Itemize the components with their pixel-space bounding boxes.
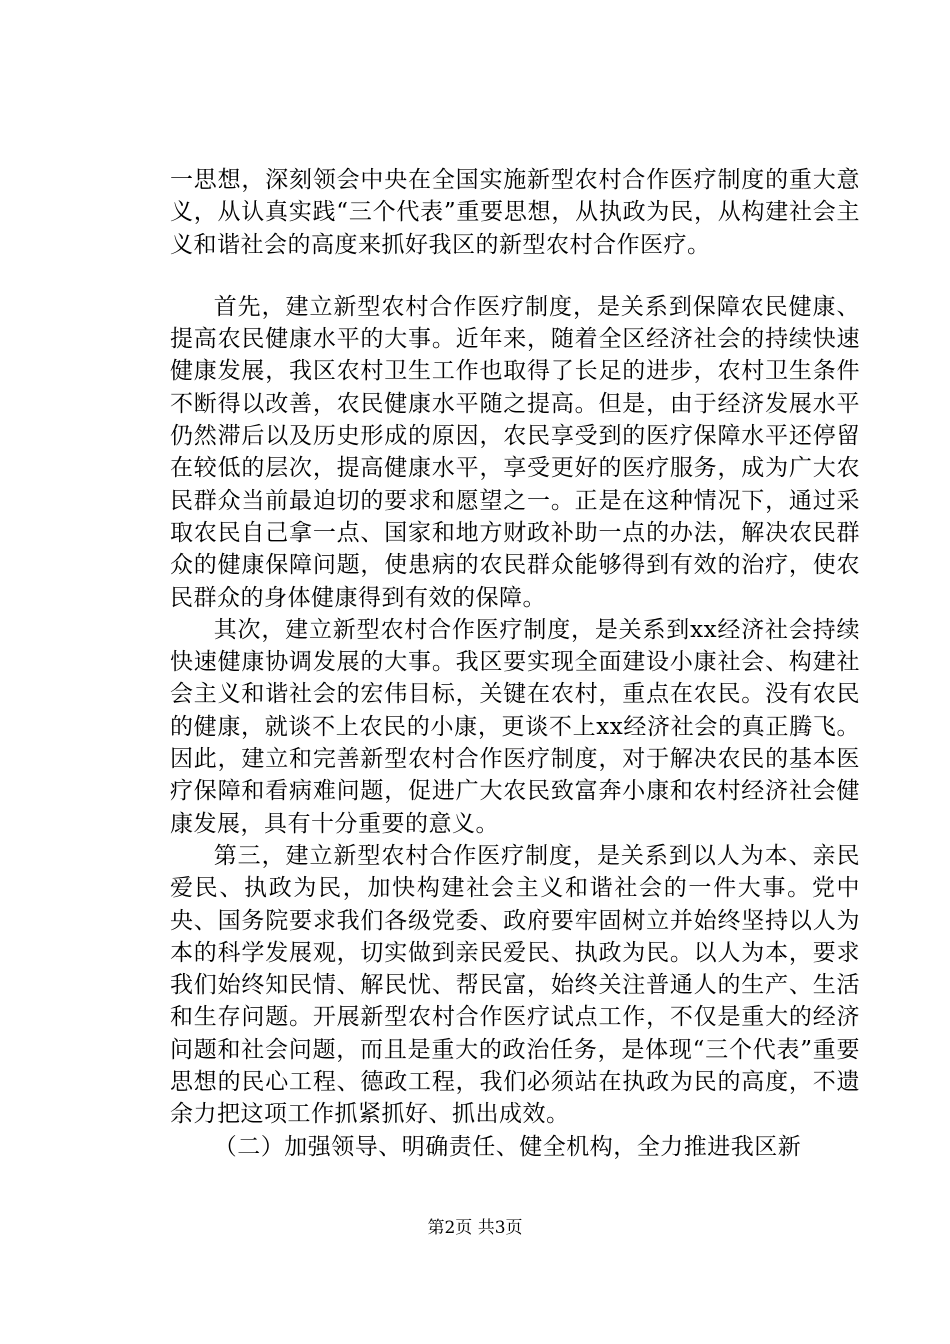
paragraph-third-point: 第三，建立新型农村合作医疗制度，是关系到以人为本、亲民爱民、执政为民，加快构建社会主义和谐社会的一件大事。党中央、国务院要求我们各级党委、政府要牢固树立并始终坚持以人为本的科学发展观，切实做到亲民爱民、执政为民。以人为本，要求我们始终知民情、解民忧、帮民富，始终关注普通人的生产、生活和生存问题。开展新型农村合作医疗试点工作，不仅是重大的经济问题和社会问题，而且是重大的政治任务，是体现“三个代表”重要思想的民心工程、德政工程，我们必须站在执政为民的高度，不遗余力把这项工作抓紧抓好、抓出成效。	[170, 842, 860, 1128]
section-heading-two: （二）加强领导、明确责任、健全机构，全力推进我区新	[213, 1133, 802, 1160]
paragraph-first-point: 首先，建立新型农村合作医疗制度，是关系到保障农民健康、提高农民健康水平的大事。近年来，随着全区经济社会的持续快速健康发展，我区农村卫生工作也取得了长足的进步，农村卫生条件不断得以改善，农民健康水平随之提高。但是，由于经济发展水平仍然滞后以及历史形成的原因，农民享受到的医疗保障水平还停留在较低的层次，提高健康水平，享受更好的医疗服务，成为广大农民群众当前最迫切的要求和愿望之一。正是在这种情况下，通过采取农民自己拿一点、国家和地方财政补助一点的办法，解决农民群众的健康保障问题，使患病的农民群众能够得到有效的治疗，使农民群众的身体健康得到有效的保障。	[170, 293, 860, 611]
document-body	[170, 164, 860, 1163]
paragraph-continuation: 一思想，深刻领会中央在全国实施新型农村合作医疗制度的重大意义，从认真实践“三个代表”重要思想，从执政为民，从构建社会主义和谐社会的高度来抓好我区的新型农村合作医疗。	[170, 167, 860, 258]
paragraph-second-point: 其次，建立新型农村合作医疗制度，是关系到xx经济社会持续快速健康协调发展的大事。我区要实现全面建设小康社会、构建社会主义和谐社会的宏伟目标，关键在农村，重点在农民。没有农民的健康，就谈不上农民的小康，更谈不上xx经济社会的真正腾飞。因此，建立和完善新型农村合作医疗制度，对于解决农民的基本医疗保障和看病难问题，促进广大农民致富奔小康和农村经济社会健康发展，具有十分重要的意义。	[170, 616, 860, 837]
page-number-footer: 第2页 共3页	[427, 1218, 523, 1238]
